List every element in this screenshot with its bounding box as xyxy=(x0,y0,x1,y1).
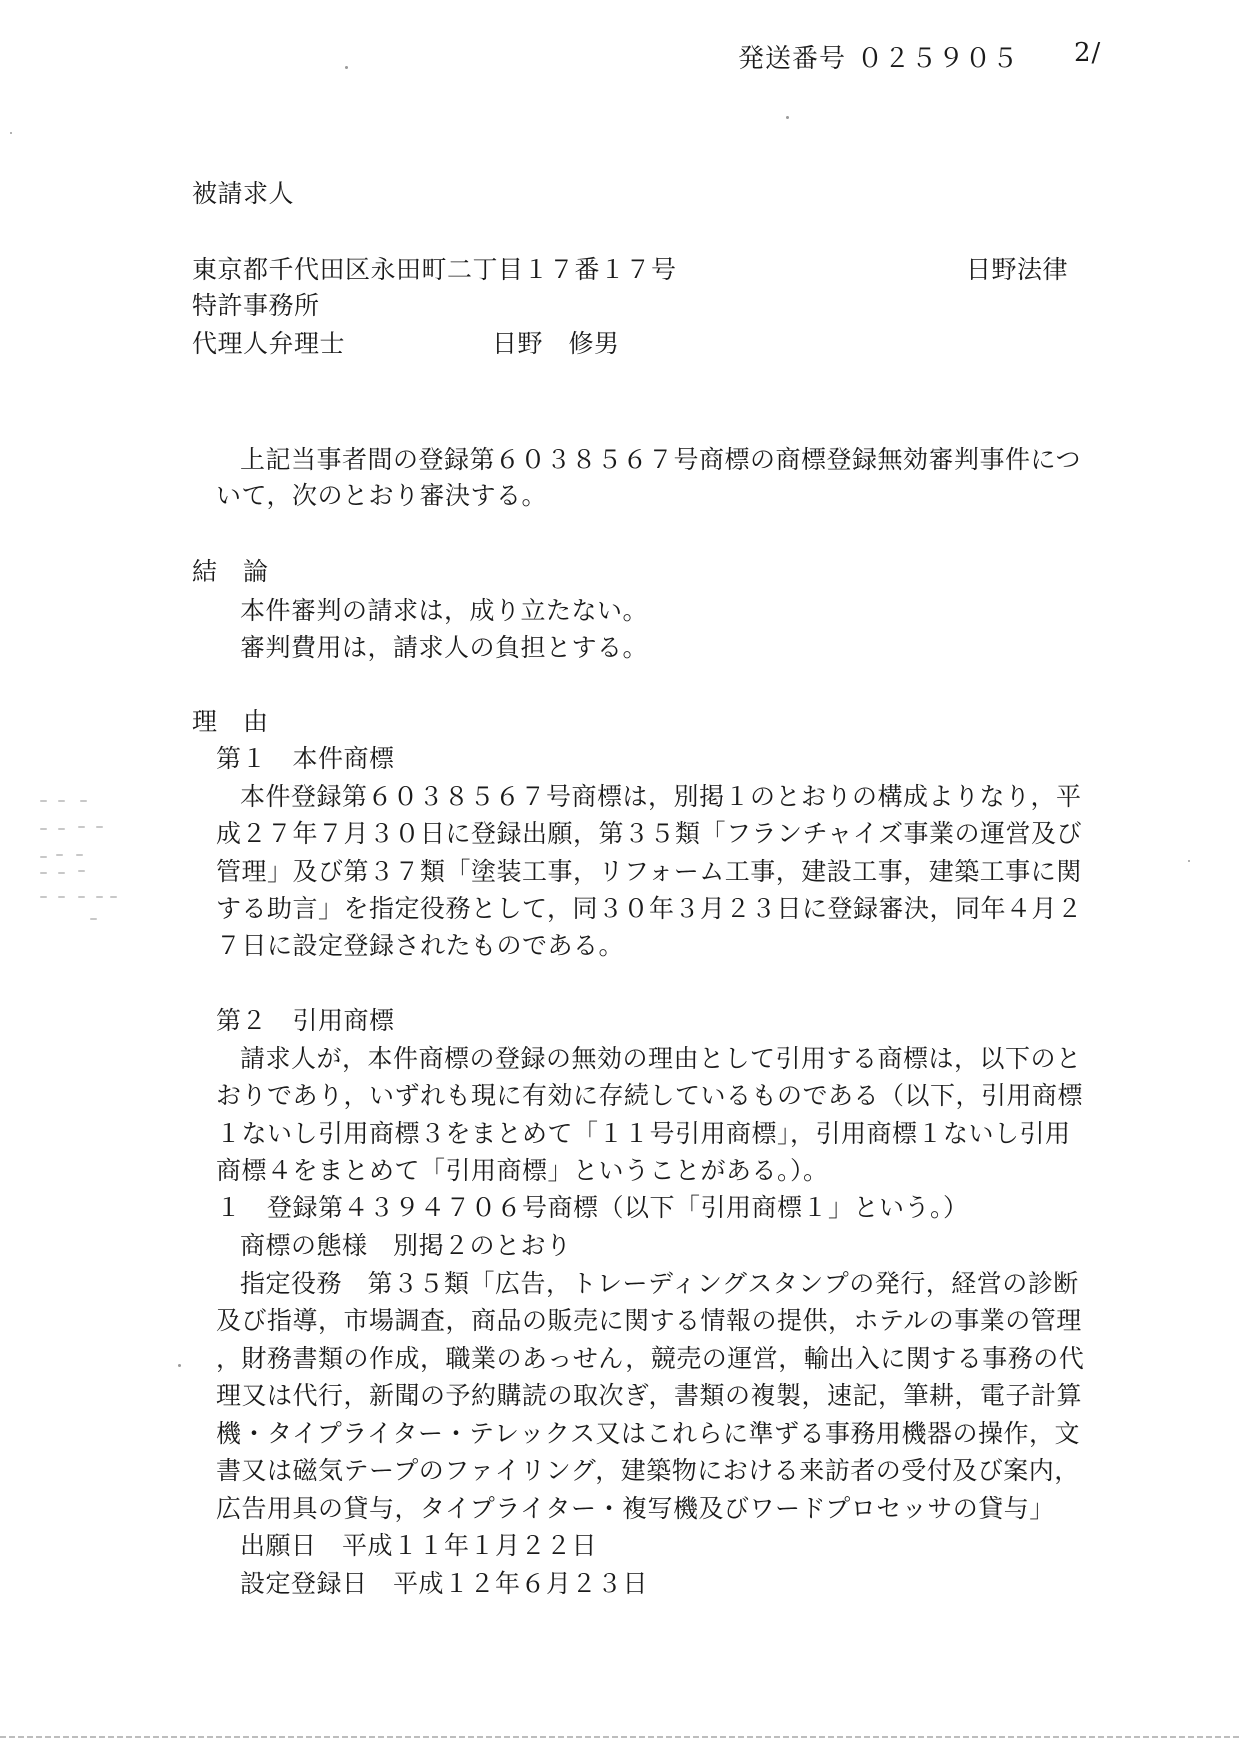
punch-hole-marks xyxy=(38,798,118,928)
section1-title: 第１ 本件商標 xyxy=(216,744,395,773)
scan-speck xyxy=(1188,860,1190,862)
scan-speck xyxy=(345,66,348,69)
cited-mark1-services: ，財務書類の作成，職業のあっせん，競売の運営，輸出入に関する事務の代 xyxy=(216,1344,1085,1373)
dispatch-number: ０２５９０５ xyxy=(857,44,1020,74)
dispatch-label: 発送番号 xyxy=(738,44,847,74)
cited-mark1-services: 理又は代行，新聞の予約購読の取次ぎ，書類の複製，速記，筆耕，電子計算 xyxy=(216,1381,1083,1410)
intro-line: 上記当事者間の登録第６０３８５６７号商標の商標登録無効審判事件につ xyxy=(240,445,1082,474)
firm-name-line2: 特許事務所 xyxy=(192,291,320,320)
reasons-heading: 理 由 xyxy=(192,707,269,736)
cited-mark1-services: 及び指導，市場調査，商品の販売に関する情報の提供，ホテルの事業の管理 xyxy=(216,1306,1082,1335)
scan-speck xyxy=(786,116,789,119)
cited-mark1-services: 書又は磁気テープのファイリング，建築物における来訪者の受付及び案内， xyxy=(216,1456,1080,1485)
cited-mark1-services: 指定役務 第３５類「広告，トレーディングスタンプの発行，経営の診断 xyxy=(240,1269,1079,1298)
firm-name-line1: 日野法律 xyxy=(966,255,1069,284)
respondent-address: 東京都千代田区永田町二丁目１７番１７号 xyxy=(192,255,677,284)
conclusion-heading: 結 論 xyxy=(192,557,269,586)
section2-line: 商標４をまとめて「引用商標」ということがある。）。 xyxy=(216,1156,829,1185)
bottom-edge-line xyxy=(0,1736,1241,1738)
cited-mark1-services: 広告用具の貸与，タイプライター・複写機及びワードプロセッサの貸与」 xyxy=(216,1494,1055,1523)
section1-line: 管理」及び第３７類「塗装工事，リフォーム工事，建設工事，建築工事に関 xyxy=(216,857,1082,886)
section1-line: ７日に設定登録されたものである。 xyxy=(216,931,625,960)
section2-line: おりであり，いずれも現に有効に存続しているものである（以下，引用商標 xyxy=(216,1081,1084,1110)
agent-role: 代理人弁理士 xyxy=(192,329,346,358)
section1-line: する助言」を指定役務として，同３０年３月２３日に登録審決，同年４月２ xyxy=(216,894,1083,923)
cited-mark1-mode: 商標の態様 別掲２のとおり xyxy=(240,1231,572,1260)
intro-line: いて，次のとおり審決する。 xyxy=(216,481,548,510)
section1-line: 本件登録第６０３８５６７号商標は，別掲１のとおりの構成よりなり，平 xyxy=(240,782,1082,811)
cited-mark1-filing-date: 出願日 平成１１年１月２２日 xyxy=(240,1531,598,1560)
cited-mark1-title: １ 登録第４３９４７０６号商標（以下「引用商標１」という。） xyxy=(216,1193,969,1222)
conclusion-line: 審判費用は，請求人の負担とする。 xyxy=(240,633,649,662)
section2-line: １ないし引用商標３をまとめて「１１号引用商標」，引用商標１ないし引用 xyxy=(216,1119,1071,1148)
page-number: 2/ xyxy=(1074,38,1102,68)
scan-speck xyxy=(178,1364,181,1367)
scan-speck xyxy=(10,132,12,134)
section2-line: 請求人が，本件商標の登録の無効の理由として引用する商標は，以下のと xyxy=(240,1044,1082,1073)
agent-name: 日野 修男 xyxy=(492,329,620,358)
conclusion-line: 本件審判の請求は，成り立たない。 xyxy=(240,596,649,625)
cited-mark1-registration-date: 設定登録日 平成１２年６月２３日 xyxy=(240,1569,649,1598)
section2-title: 第２ 引用商標 xyxy=(216,1006,395,1035)
respondent-heading: 被請求人 xyxy=(192,179,295,208)
section1-line: 成２７年７月３０日に登録出願，第３５類「フランチャイズ事業の運営及び xyxy=(216,819,1083,848)
cited-mark1-services: 機・タイプライター・テレックス又はこれらに準ずる事務用機器の操作，文 xyxy=(216,1419,1081,1448)
